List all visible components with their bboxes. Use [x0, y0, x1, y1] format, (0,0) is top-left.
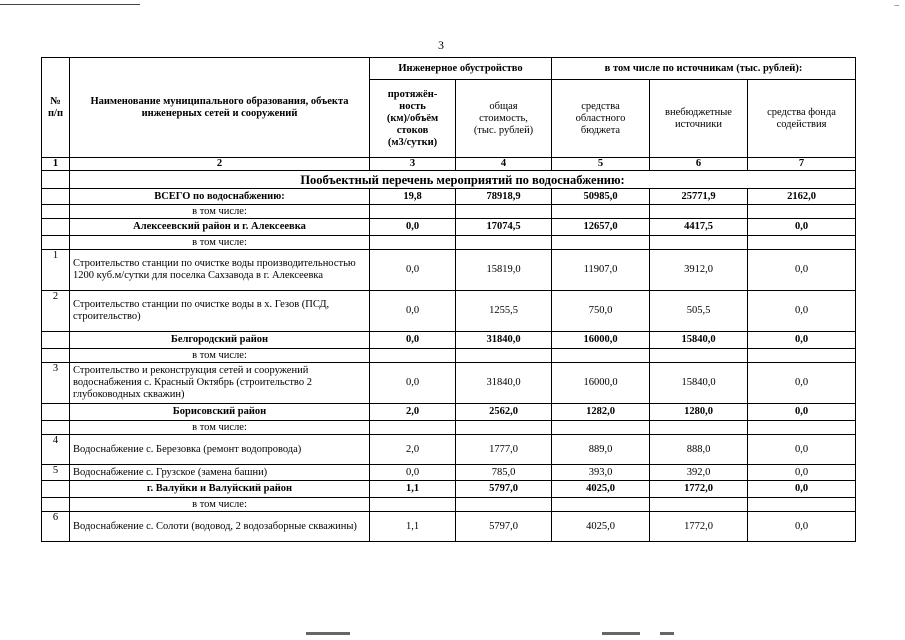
offbudget-value: 3912,0	[650, 250, 748, 291]
total-cost-value	[456, 205, 552, 219]
regional-budget-value	[552, 236, 650, 250]
district-row	[42, 332, 856, 349]
total-cost-value: 5797,0	[456, 481, 552, 498]
row-name: Водоснабжение с. Березовка (ремонт водопровода)	[70, 435, 370, 465]
fund-value: 0,0	[748, 332, 856, 349]
fund-value: 0,0	[748, 465, 856, 481]
header-name: Наименование муниципального образования, объекта инженерных сетей и сооружений	[70, 58, 370, 158]
total-cost-value: 31840,0	[456, 363, 552, 404]
header-total-cost: общая стоимость, (тыс. рублей)	[456, 80, 552, 158]
row-number: 2	[42, 291, 70, 332]
offbudget-value	[650, 205, 748, 219]
total-cost-value: 78918,9	[456, 189, 552, 205]
column-number: 2	[70, 158, 370, 171]
regional-budget-value: 16000,0	[552, 332, 650, 349]
row-number	[42, 349, 70, 363]
row-number	[42, 219, 70, 236]
page-number: 3	[438, 38, 444, 52]
section-title-spacer	[42, 171, 70, 189]
length-value: 2,0	[370, 404, 456, 421]
offbudget-value	[650, 236, 748, 250]
regional-budget-value: 889,0	[552, 435, 650, 465]
fund-value	[748, 349, 856, 363]
length-value: 0,0	[370, 250, 456, 291]
row-number	[42, 421, 70, 435]
row-name: Строительство станции по очистке воды производительностью 1200 куб.м/сутки для поселка Сахзавода в г. Алексеевка	[70, 250, 370, 291]
section-title-row	[42, 171, 856, 189]
table-row	[42, 363, 856, 404]
fund-value: 0,0	[748, 250, 856, 291]
sub-row	[42, 498, 856, 512]
header-group-engineering: Инженерное обустройство	[370, 58, 552, 80]
length-value	[370, 349, 456, 363]
row-name: Водоснабжение с. Грузское (замена башни)	[70, 465, 370, 481]
regional-budget-value: 50985,0	[552, 189, 650, 205]
table-row	[42, 435, 856, 465]
total-row	[42, 189, 856, 205]
row-number: 5	[42, 465, 70, 481]
length-value: 0,0	[370, 332, 456, 349]
row-name: в том числе:	[70, 349, 370, 363]
table-row	[42, 291, 856, 332]
header-number: № п/п	[42, 58, 70, 158]
total-cost-value: 5797,0	[456, 512, 552, 542]
regional-budget-value: 393,0	[552, 465, 650, 481]
row-number	[42, 189, 70, 205]
length-value: 2,0	[370, 435, 456, 465]
offbudget-value: 1772,0	[650, 481, 748, 498]
bottom-scan-mark	[602, 632, 640, 635]
length-value	[370, 236, 456, 250]
fund-value	[748, 421, 856, 435]
length-value: 0,0	[370, 363, 456, 404]
regional-budget-value: 11907,0	[552, 250, 650, 291]
table-body	[42, 171, 856, 542]
regional-budget-value: 4025,0	[552, 481, 650, 498]
total-cost-value: 785,0	[456, 465, 552, 481]
offbudget-value	[650, 349, 748, 363]
header-offbudget: внебюджетные источники	[650, 80, 748, 158]
row-name: в том числе:	[70, 498, 370, 512]
header-regional-budget: средства областного бюджета	[552, 80, 650, 158]
row-number: 3	[42, 363, 70, 404]
sub-row	[42, 205, 856, 219]
column-numbering-row	[42, 158, 856, 171]
offbudget-value: 888,0	[650, 435, 748, 465]
offbudget-value: 15840,0	[650, 332, 748, 349]
row-name: г. Валуйки и Валуйский район	[70, 481, 370, 498]
length-value: 1,1	[370, 481, 456, 498]
offbudget-value: 1280,0	[650, 404, 748, 421]
fund-value: 0,0	[748, 404, 856, 421]
row-name: Белгородский район	[70, 332, 370, 349]
offbudget-value: 392,0	[650, 465, 748, 481]
table-row	[42, 512, 856, 542]
row-name: Алексеевский район и г. Алексеевка	[70, 219, 370, 236]
length-value	[370, 498, 456, 512]
fund-value	[748, 498, 856, 512]
regional-budget-value	[552, 205, 650, 219]
header-length: протяжён- ность (км)/объём стоков (м3/сутки)	[370, 80, 456, 158]
water-supply-table	[41, 57, 856, 542]
length-value	[370, 421, 456, 435]
fund-value: 2162,0	[748, 189, 856, 205]
row-number	[42, 498, 70, 512]
total-cost-value	[456, 421, 552, 435]
offbudget-value: 15840,0	[650, 363, 748, 404]
offbudget-value: 505,5	[650, 291, 748, 332]
total-cost-value	[456, 349, 552, 363]
row-name: Строительство станции по очистке воды в х. Гезов (ПСД, строительство)	[70, 291, 370, 332]
length-value: 0,0	[370, 219, 456, 236]
total-cost-value: 31840,0	[456, 332, 552, 349]
sub-row	[42, 421, 856, 435]
offbudget-value: 1772,0	[650, 512, 748, 542]
column-number: 1	[42, 158, 70, 171]
fund-value: 0,0	[748, 219, 856, 236]
length-value: 19,8	[370, 189, 456, 205]
header-fund: средства фонда содействия	[748, 80, 856, 158]
row-number	[42, 332, 70, 349]
sub-row	[42, 236, 856, 250]
header-group-sources: в том числе по источникам (тыс. рублей):	[552, 58, 856, 80]
table-header	[42, 58, 856, 171]
sub-row	[42, 349, 856, 363]
length-value	[370, 205, 456, 219]
offbudget-value	[650, 498, 748, 512]
district-row	[42, 219, 856, 236]
column-number: 7	[748, 158, 856, 171]
offbudget-value: 25771,9	[650, 189, 748, 205]
offbudget-value: 4417,5	[650, 219, 748, 236]
regional-budget-value: 12657,0	[552, 219, 650, 236]
total-cost-value: 1255,5	[456, 291, 552, 332]
row-number: 6	[42, 512, 70, 542]
row-name: в том числе:	[70, 421, 370, 435]
district-row	[42, 404, 856, 421]
row-name: в том числе:	[70, 236, 370, 250]
row-name: в том числе:	[70, 205, 370, 219]
offbudget-value	[650, 421, 748, 435]
row-number: 4	[42, 435, 70, 465]
row-number	[42, 236, 70, 250]
district-row	[42, 481, 856, 498]
row-name: Водоснабжение с. Солоти (водовод, 2 водозаборные скважины)	[70, 512, 370, 542]
table-row	[42, 465, 856, 481]
row-number	[42, 481, 70, 498]
column-number: 5	[552, 158, 650, 171]
length-value: 0,0	[370, 291, 456, 332]
row-number	[42, 205, 70, 219]
bottom-scan-mark	[660, 632, 674, 635]
table-row	[42, 250, 856, 291]
length-value: 0,0	[370, 465, 456, 481]
row-name: Борисовский район	[70, 404, 370, 421]
regional-budget-value: 750,0	[552, 291, 650, 332]
fund-value	[748, 236, 856, 250]
total-cost-value	[456, 498, 552, 512]
regional-budget-value: 1282,0	[552, 404, 650, 421]
bottom-scan-mark	[306, 632, 350, 635]
length-value: 1,1	[370, 512, 456, 542]
row-number: 1	[42, 250, 70, 291]
total-cost-value: 1777,0	[456, 435, 552, 465]
regional-budget-value	[552, 349, 650, 363]
regional-budget-value: 16000,0	[552, 363, 650, 404]
regional-budget-value: 4025,0	[552, 512, 650, 542]
column-number: 4	[456, 158, 552, 171]
fund-value	[748, 205, 856, 219]
total-cost-value	[456, 236, 552, 250]
top-corner-mark: –	[894, 0, 899, 10]
regional-budget-value	[552, 498, 650, 512]
fund-value: 0,0	[748, 363, 856, 404]
fund-value: 0,0	[748, 481, 856, 498]
section-title: Пообъектный перечень мероприятий по водоснабжению:	[70, 171, 856, 189]
fund-value: 0,0	[748, 291, 856, 332]
row-name: Строительство и реконструкция сетей и сооружений водоснабжения с. Красный Октябрь (строительство 2 глубоководных скважин)	[70, 363, 370, 404]
fund-value: 0,0	[748, 435, 856, 465]
total-cost-value: 17074,5	[456, 219, 552, 236]
top-edge-line	[0, 4, 140, 5]
fund-value: 0,0	[748, 512, 856, 542]
row-number	[42, 404, 70, 421]
column-number: 6	[650, 158, 748, 171]
total-cost-value: 2562,0	[456, 404, 552, 421]
total-cost-value: 15819,0	[456, 250, 552, 291]
regional-budget-value	[552, 421, 650, 435]
column-number: 3	[370, 158, 456, 171]
row-name: ВСЕГО по водоснабжению:	[70, 189, 370, 205]
